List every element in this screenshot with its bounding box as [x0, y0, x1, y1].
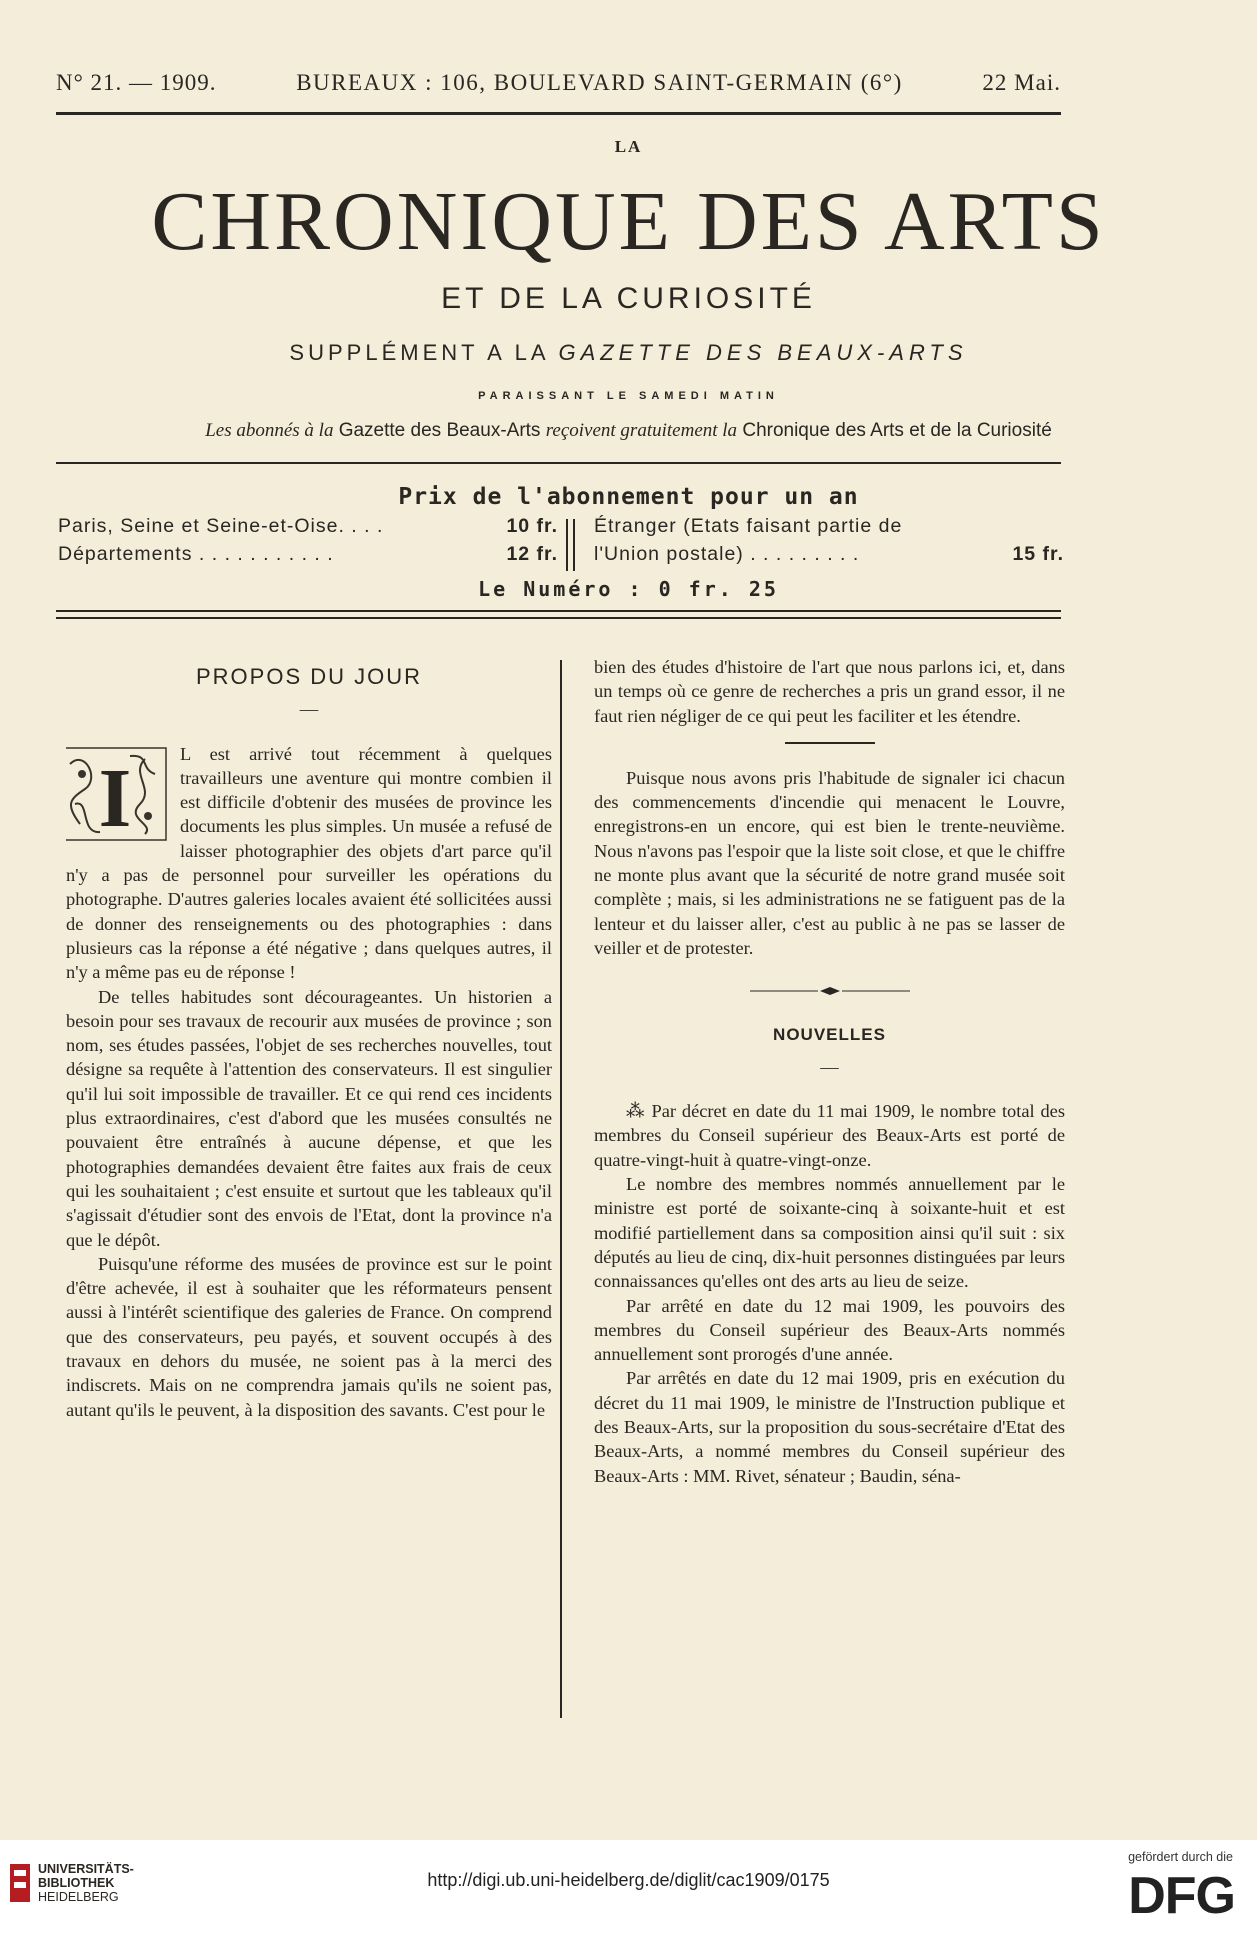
ornament-divider	[594, 978, 1065, 1002]
prices-rule-2	[56, 617, 1061, 619]
masthead-title: CHRONIQUE DES ARTS	[151, 175, 1106, 268]
permalink-url[interactable]: http://digi.ub.uni-heidelberg.de/diglit/cac1909/0175	[427, 1870, 830, 1890]
supplement-prefix: SUPPLÉMENT A LA	[289, 340, 559, 365]
issue-date: 22 Mai.	[982, 70, 1061, 95]
publication-schedule: PARAISSANT LE SAMEDI MATIN	[478, 390, 779, 402]
departements-label: Départements . . . . . . . . . . .	[58, 543, 334, 565]
etranger-price: 15 fr.	[1012, 543, 1064, 565]
asterism: ⁂	[626, 1101, 646, 1122]
price-row-etranger	[594, 515, 1064, 543]
right-column	[594, 655, 1065, 1488]
masthead-la: LA	[614, 137, 643, 156]
header-rule	[56, 112, 1061, 115]
dropcap-letter: I	[98, 751, 132, 844]
departements-price: 12 fr.	[506, 543, 558, 565]
masthead-supplement	[0, 340, 1257, 366]
masthead-subtitle: ET DE LA CURIOSITÉ	[441, 282, 816, 315]
uni-line-3: HEIDELBERG	[38, 1890, 119, 1904]
funding-note: gefördert durch die	[1128, 1850, 1233, 1864]
bureaux-address: BUREAUX : 106, BOULEVARD SAINT-GERMAIN (6°)	[296, 70, 903, 95]
abonnes-part-1: Les abonnés à la	[205, 420, 334, 441]
propos-paragraph-3: Puisqu'une réforme des musées de province est sur le point d'être achevée, il est à souhaiter que les réformateurs pensent aussi à l'intérêt scientifique des galeries de France. On comprend que des conservateurs, peu payés, et souvent occupés à des travaux en dehors du musée, ne soient pas à la merci des indiscrets. Mais on ne comprendra jamais qu'ils ne soient pas, autant qu'ils le peuvent, à la disposition des savants. C'est pour le	[66, 1253, 552, 1420]
supplement-gazette: GAZETTE DES BEAUX-ARTS	[558, 340, 968, 365]
propos-paragraph-4: bien des études d'histoire de l'art que nous parlons ici, et, dans un temps où ce genre de recherches a pris un grand essor, il ne faut rien négliger de ce qui peut les faciliter et les étendre.	[594, 657, 1065, 726]
paris-label: Paris, Seine et Seine-et-Oise. . . .	[58, 515, 384, 537]
nouvelles-item-1	[594, 1099, 1065, 1172]
propos-heading: PROPOS DU JOUR	[195, 664, 423, 689]
paris-price: 10 fr.	[506, 515, 558, 537]
price-row-paris	[58, 515, 558, 543]
propos-first-paragraph	[66, 742, 552, 985]
nouvelles-dash: —	[820, 1056, 839, 1077]
propos-dash: —	[299, 699, 319, 720]
masthead-rule	[56, 462, 1061, 464]
abonnes-part-4: Chronique des Arts et de la Curiosité	[737, 420, 1052, 441]
ornament-icon	[750, 986, 910, 996]
left-column	[66, 665, 552, 1422]
price-row-departements	[58, 543, 558, 571]
uni-line-1: UNIVERSITÄTS-	[38, 1862, 134, 1876]
subscription-heading: Prix de l'abonnement pour un an	[398, 484, 859, 510]
nouvelles-item-2: Le nombre des membres nommés annuellement par le ministre est porté de soixante-cinq à soixante-huit et est modifié partiellement dans sa composition ainsi qu'il suit : six députés au lieu de cinq, dix-huit personnes distinguées par leurs connaissances qu'elles ont des arts au lieu de seize.	[594, 1174, 1065, 1292]
union-label: l'Union postale) . . . . . . . . .	[594, 543, 860, 565]
digitization-footer	[0, 1840, 1257, 1937]
issue-number: N° 21. — 1909.	[56, 70, 217, 95]
single-issue-price: Le Numéro : 0 fr. 25	[478, 577, 779, 601]
issue-header	[56, 70, 1061, 96]
nouvelles-item-3: Par arrêté en date du 12 mai 1909, les pouvoirs des membres du Conseil supérieur des Beaux-Arts nommés annuellement sont prorogés d'une année.	[594, 1295, 1065, 1365]
subscribers-note	[0, 420, 1257, 442]
uni-line-2: BIBLIOTHEK	[38, 1876, 115, 1890]
price-row-union	[594, 543, 1064, 571]
nouvelles-heading: NOUVELLES	[773, 1024, 886, 1044]
nouvelles-item-1-text: Par décret en date du 11 mai 1909, le nombre total des membres du Conseil supérieur des Beaux-Arts est porté de quatre-vingt-huit à quatre-vingt-onze.	[594, 1101, 1065, 1170]
abonnes-part-3: reçoivent gratuitement la	[545, 420, 738, 441]
price-separator	[558, 515, 594, 575]
section-separator	[785, 742, 875, 744]
prices-rule-1	[56, 610, 1061, 612]
nouvelles-item-4: Par arrêtés en date du 12 mai 1909, pris en exécution du décret du 11 mai 1909, le ministre de l'Instruction publique et des Beaux-Arts, sur la proposition du sous-secrétaire d'Etat des Beaux-Arts, a nommé membres du Conseil supérieur des Beaux-Arts : MM. Rivet, sénateur ; Baudin, séna-	[594, 1368, 1065, 1486]
dfg-logo: DFG	[1128, 1867, 1235, 1925]
propos-paragraph-5: Puisque nous avons pris l'habitude de signaler ici chacun des commencements d'incendie qui menacent le Louvre, enregistrons-en un encore, qui est bien le trente-neuvième. Nous n'avons pas l'espoir que la liste soit close, et que le chiffre ne monte plus avant que la sécurité de notre grand musée soit complète ; mais, si les administrations ne se fatiguent pas de la lenteur et du laisser aller, c'est au public à ne pas se lasser de veiller et de protester.	[594, 767, 1065, 958]
etranger-label: Étranger (Etats faisant partie de	[594, 515, 903, 537]
propos-paragraph-1: L est arrivé tout récemment à quelques travailleurs une aventure qui montre combien il est difficile d'obtenir des musées de province les documents les plus simples. Un musée a refusé de laisser photographier des objets d'art parce qu'il n'y a pas de personnel pour surveiller les opérations du photographe. D'autres galeries locales avaient été sollicitées aussi de donner des renseignements ou des photographies : dans plusieurs cas la réponse a été négative ; dans quelques autres, il n'y a même pas eu de réponse !	[66, 743, 552, 983]
abonnes-part-2: Gazette des Beaux-Arts	[333, 420, 546, 441]
column-divider	[560, 660, 562, 1718]
propos-paragraph-2: De telles habitudes sont décourageantes. Un historien a besoin pour ses travaux de recourir aux musées de province ; son nom, ses études passées, l'objet de ses recherches nouvelles, tout désigne sa requête à l'attention des conservateurs. Il est singulier qu'il lui soit impossible de travailler. Et ce qui rend ces incidents plus extraordinaires, c'est d'abord que les musées consultés ne pouvaient être entraînés à aucune dépense, et que les photographies demandées devaient être faites aux frais de ceux qui les souhaitaient ; c'est ensuite et surtout que les tableaux qu'il s'agissait d'étudier sont des envois de l'Etat, dont la province n'a que le dépôt.	[66, 986, 552, 1250]
ornamental-initial-icon	[66, 744, 170, 844]
